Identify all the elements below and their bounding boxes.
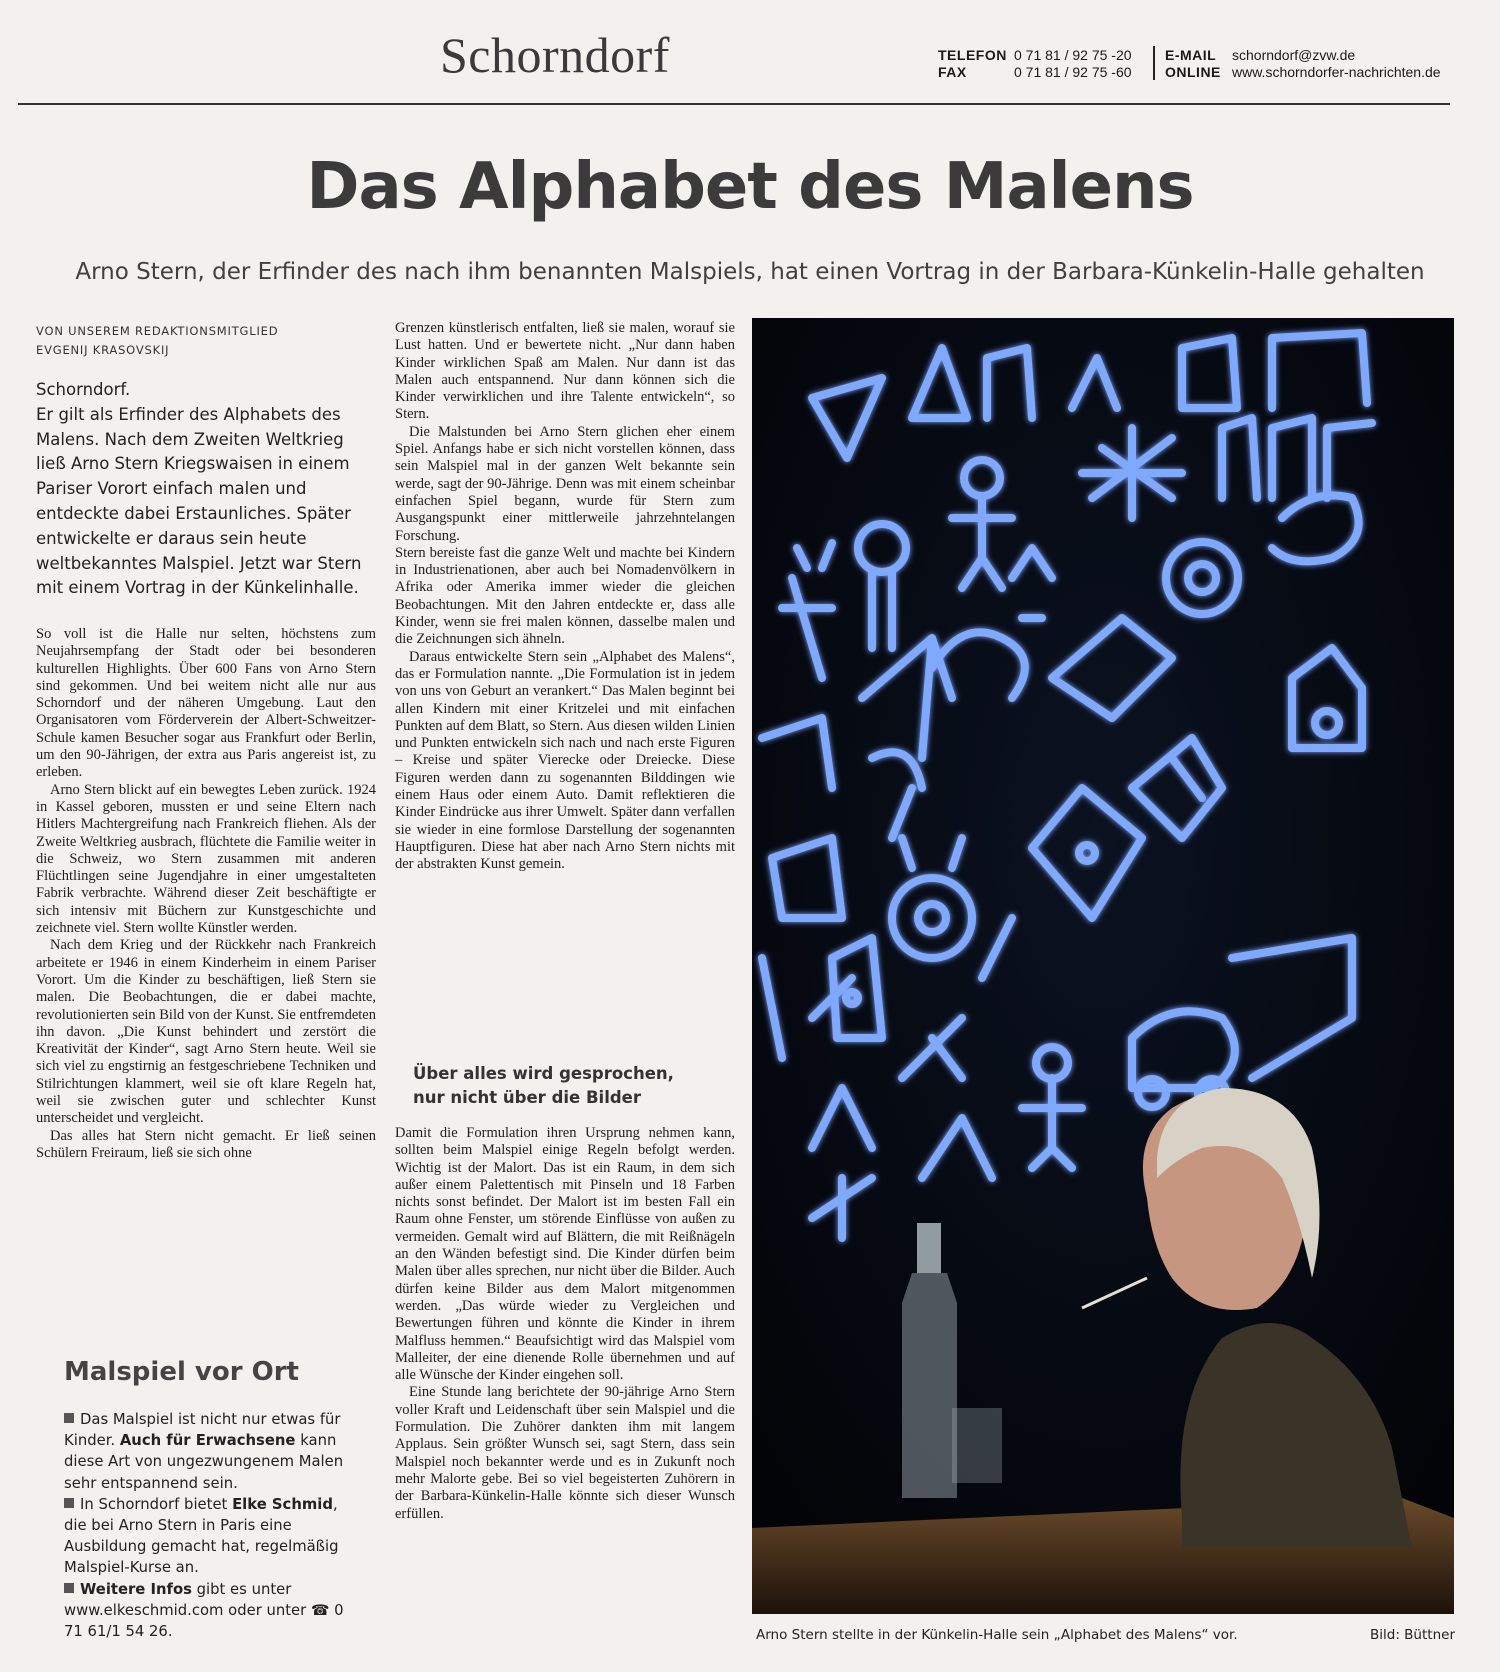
email-address[interactable]: schorndorf@zvw.de — [1232, 47, 1356, 63]
photo-caption: Arno Stern stellte in der Künkelin-Halle sein „Alphabet des Malens“ vor. — [756, 1627, 1238, 1643]
lead-place: Schorndorf. — [36, 380, 131, 399]
subheading-line-2: nur nicht über die Bilder — [413, 1088, 641, 1107]
column-2-continued — [395, 1125, 735, 1523]
byline-author: EVGENIJ KRASOVSKIJ — [36, 343, 170, 357]
phone-number: 0 71 81 / 92 75 -20 — [1014, 47, 1132, 63]
photo-illustration — [752, 318, 1454, 1614]
paragraph: Eine Stunde lang berichtete der 90-jährige Arno Stern voller Kraft und Leidenschaft über sein Malspiel und die Formulation. Die Zuhörer dankten ihm mit langem Applaus. Sein größter Wunsch sei, sagt Stern, dass sein Malspiel noch bekannter werde und es in Zukunft noch mehr Malorte gebe. Bei so viel begeisterten Zuhörern in der Barbara-Künkelin-Halle könnte sich dieser Wunsch erfüllen. — [395, 1384, 735, 1522]
online-label: ONLINE — [1165, 64, 1221, 80]
paragraph: Damit die Formulation ihren Ursprung nehmen kann, sollten beim Malspiel einige Regeln befolgt werden. Wichtig ist der Malort. Das ist ein Raum, in dem sich außer einem Palettentisch mit Pinseln und 18 Farben nichts sonst befindet. Der Malort ist im besten Fall ein Raum ohne Fenster, um störende Einflüsse von außen zu vermeiden. Gemalt wird auf Blättern, die mit Reißnägeln an den Wänden befestigt sind. Die Kinder dürfen beim Malen über alles sprechen, nur nicht über die Bilder. Auch dürfen keine Bilder aus dem Malort mitgenommen werden. „Das würde wieder zu Vergleichen und Bewertungen führen und könnte die Kinder in ihrem Malfluss hemmen.“ Beaufsichtigt wird das Malspiel vom Malleiter, der eine dienende Rolle übernehmen und auf alle Wünsche der Kinder eingehen soll. — [395, 1125, 735, 1384]
headline: Das Alphabet des Malens — [306, 150, 1194, 224]
article-photo — [752, 318, 1454, 1614]
contact-values-right — [1232, 47, 1441, 81]
infobox-title: Malspiel vor Ort — [64, 1357, 299, 1387]
byline-role: VON UNSEREM REDAKTIONSMITGLIED — [36, 324, 279, 338]
phone-label: TELEFON — [938, 47, 1007, 63]
infobox-item: Weitere Infos gibt es unter www.elkeschmid.com oder unter ☎ 0 71 61/1 54 26. — [64, 1580, 344, 1641]
infobox-item: In Schorndorf bietet Elke Schmid, die bei Arno Stern in Paris eine Ausbildung gemacht hat, regelmäßig Malspiel-Kurse an. — [64, 1495, 339, 1577]
email-label: E-MAIL — [1165, 47, 1217, 63]
paragraph: Nach dem Krieg und der Rückkehr nach Frankreich arbeitete er 1946 in einem Kinderheim in einem Pariser Vorort. Um die Kinder zu beschäftigen, ließ Stern sie malen. Die Beobachtungen, die er dabei machte, revolutionierten sein Bild von der Kunst. Sie entfremdeten ihn davon. „Die Kunst behindert und zerstört die Kreativität der Kinder“, sagt Arno Stern heute. Weil sie sich viel zu engstirnig an festgeschriebene Techniken und Stilrichtungen klammert, weil sie oft klare Regeln hat, weil sie zwischen guter und schlechter Kunst unterscheidet und vergleicht. — [36, 937, 376, 1127]
paragraph: Das alles hat Stern nicht gemacht. Er ließ seinen Schülern Freiraum, ließ sie sich ohne — [36, 1127, 376, 1161]
lead-paragraph — [36, 378, 376, 601]
paragraph: So voll ist die Halle nur selten, höchstens zum Neujahrsempfang der Stadt oder bei besonderen kulturellen Highlights. Über 600 Fans von Arno Stern sind gekommen. Und bei weitem nicht alle nur aus Schorndorf und der näheren Umgebung. Laut den Organisatoren vom Förderverein der Albert-Schweitzer-Schule kamen Besucher sogar aus Frankfurt oder Berlin, um den 90-Jährigen, der extra aus Paris angereist ist, zu erleben. — [36, 626, 376, 781]
paragraph: Grenzen künstlerisch entfalten, ließ sie malen, worauf sie Lust hatten. Und er bewertete nicht. „Nur dann haben Kinder wirklichen Spaß am Malen. Nur dann ist das Malen auch entspannend. Nur dann können sich die Kinder verwirklichen und ihre Talente entwickeln“, so Stern. — [395, 320, 735, 423]
paragraph: Die Malstunden bei Arno Stern glichen eher einem Spiel. Anfangs habe er sich nicht vorstellen können, dass sein Malspiel mal in der ganzen Welt bekannte sein werde, sagt der 90-Jährige. Denn was mit einem scheinbar einfachen Spiel begann, wurde für Stern zum Ausgangspunkt einer mittlerweile jahrzehntelangen Forschung. — [395, 423, 735, 544]
contact-labels-left — [938, 47, 1007, 81]
website-url[interactable]: www.schorndorfer-nachrichten.de — [1232, 64, 1441, 80]
masthead-city: Schorndorf — [440, 27, 670, 83]
column-2 — [395, 320, 735, 874]
subheadline: Arno Stern, der Erfinder des nach ihm benannten Malspiels, hat einen Vortrag in der Barbara-Künkelin-Halle gehalten — [75, 259, 1425, 285]
subheading-line-1: Über alles wird gesprochen, — [413, 1064, 674, 1083]
section-subheading — [413, 1062, 733, 1110]
infobox-list — [64, 1409, 349, 1642]
fax-number: 0 71 81 / 92 75 -60 — [1014, 64, 1132, 80]
lead-text: Er gilt als Erfinder des Alphabets des Malens. Nach dem Zweiten Weltkrieg ließ Arno Stern Kriegswaisen in einem Pariser Vorort einfach malen und entdeckte dabei Erstaunliches. Später entwickelte er daraus sein heute weltbekanntes Malspiel. Jetzt war Stern mit einem Vortrag in der Künkelinhalle. — [36, 404, 362, 598]
paragraph: Arno Stern blickt auf ein bewegtes Leben zurück. 1924 in Kassel geboren, mussten er und seine Eltern nach Hitlers Machtergreifung nach Frankreich fliehen. Als der Zweite Weltkrieg ausbrach, flüchtete die Familie weiter in die Schweiz, wo Stern zusammen mit anderen Flüchtlingen seine Jugendjahre in einer umgestalteten Fabrik verbrachte. Während dieser Zeit beschäftigte er sich intensiv mit Büchern zur Kunstgeschichte und zeichnete viel. Stern wollte Künstler werden. — [36, 781, 376, 937]
square-bullet-icon — [64, 1498, 74, 1508]
byline — [36, 322, 278, 360]
fax-label: FAX — [938, 64, 967, 80]
photo-credit: Bild: Büttner — [1370, 1627, 1455, 1643]
infobox-item: Das Malspiel ist nicht nur etwas für Kinder. Auch für Erwachsene kann diese Art von ungezwungenem Malen sehr entspannend sein. — [64, 1411, 344, 1492]
column-1 — [36, 626, 376, 1162]
square-bullet-icon — [64, 1413, 74, 1423]
square-bullet-icon — [64, 1583, 74, 1593]
contact-divider — [1153, 46, 1155, 80]
paragraph: Daraus entwickelte Stern sein „Alphabet des Malens“, das er Formulation nannte. „Die Formulation ist in jedem von uns von Geburt an verankert.“ Das Malen beginnt bei allen Kindern mit einer Kritzelei und mit einfachen Punkten auf dem Blatt, so Stern. Aus diesen wilden Linien und Punkten entwickeln sich nach und nach erste Figuren – Kreise und später Vierecke oder Dreiecke. Diese Figuren werden dann zu sogenannten Bilddingen wie einem Haus oder einem Auto. Damit reflektieren die Kinder Eindrücke aus ihrer Umwelt. Später dann verfallen sie wieder in eine formlose Darstellung der sogenannten Hauptfiguren. Diese hat aber nach Arno Stern nichts mit der abstrakten Kunst gemein. — [395, 648, 735, 873]
masthead-rule — [18, 103, 1450, 105]
contact-labels-right — [1165, 47, 1221, 81]
contact-values-left — [1014, 47, 1132, 81]
paragraph: Stern bereiste fast die ganze Welt und machte bei Kindern in Industrienationen, aber auch bei Nomadenvölkern in Afrika oder Amerika immer wieder die gleichen Beobachtungen. Mit den Jahren entdeckte er, dass alle Kinder, wenn sie frei malen können, dasselbe malen und die Zeichnungen sich ähneln. — [395, 544, 735, 648]
